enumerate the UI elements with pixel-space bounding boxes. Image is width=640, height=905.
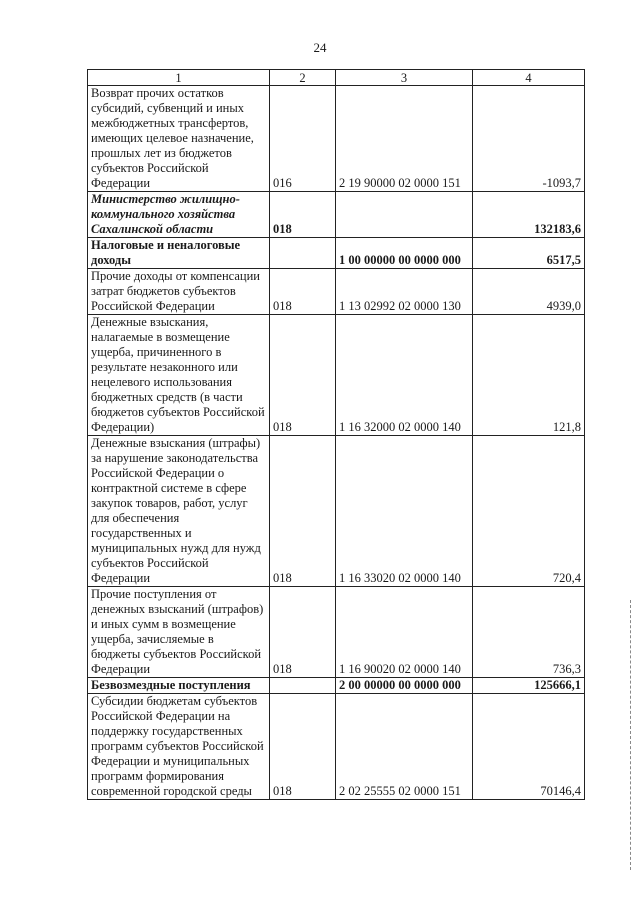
row-name: Безвозмездные поступления: [88, 678, 270, 694]
row-budget-code: 1 16 90020 02 0000 140: [336, 587, 473, 678]
table-row: [88, 192, 585, 238]
row-name: Денежные взыскания (штрафы) за нарушение законодательства Российской Федерации о контрактной системе в сфере закупок товаров, работ, услуг для обеспечения государственных и муниципальных нужд для нужд субъектов Российской Федерации: [88, 436, 270, 587]
scan-edge-mark: [630, 600, 632, 870]
row-amount: 125666,1: [473, 678, 585, 694]
row-amount: 132183,6: [473, 192, 585, 238]
table-row: [88, 269, 585, 315]
table-row: [88, 678, 585, 694]
row-amount: 121,8: [473, 315, 585, 436]
row-budget-code: 2 00 00000 00 0000 000: [336, 678, 473, 694]
table-row: [88, 587, 585, 678]
table-row: [88, 86, 585, 192]
page-number: 24: [313, 40, 327, 55]
row-admin-code: 018: [270, 269, 336, 315]
row-name: Министерство жилищно-коммунального хозяйства Сахалинской области: [88, 192, 270, 238]
budget-revenue-table: [87, 69, 585, 800]
row-admin-code: [270, 238, 336, 269]
table-row: [88, 436, 585, 587]
header-col-2: 2: [270, 70, 336, 86]
row-amount: 70146,4: [473, 694, 585, 800]
row-name: Налоговые и неналоговые доходы: [88, 238, 270, 269]
row-name: Денежные взыскания, налагаемые в возмещение ущерба, причиненного в результате незаконного или нецелевого использования бюджетных средств (в части бюджетов субъектов Российской Федерации): [88, 315, 270, 436]
header-col-3: 3: [336, 70, 473, 86]
row-admin-code: [270, 678, 336, 694]
row-name: Возврат прочих остатков субсидий, субвенций и иных межбюджетных трансфертов, имеющих целевое назначение, прошлых лет из бюджетов субъектов Российской Федерации: [88, 86, 270, 192]
row-amount: 720,4: [473, 436, 585, 587]
row-budget-code: 2 02 25555 02 0000 151: [336, 694, 473, 800]
row-name: Прочие поступления от денежных взысканий (штрафов) и иных сумм в возмещение ущерба, зачисляемые в бюджеты субъектов Российской Федерации: [88, 587, 270, 678]
row-budget-code: 1 00 00000 00 0000 000: [336, 238, 473, 269]
table-row: [88, 315, 585, 436]
row-budget-code: 2 19 90000 02 0000 151: [336, 86, 473, 192]
row-admin-code: 018: [270, 587, 336, 678]
row-budget-code: 1 13 02992 02 0000 130: [336, 269, 473, 315]
row-admin-code: 016: [270, 86, 336, 192]
row-amount: 6517,5: [473, 238, 585, 269]
header-col-1: 1: [88, 70, 270, 86]
row-budget-code: 1 16 32000 02 0000 140: [336, 315, 473, 436]
header-col-4: 4: [473, 70, 585, 86]
row-admin-code: 018: [270, 315, 336, 436]
row-amount: 4939,0: [473, 269, 585, 315]
row-admin-code: 018: [270, 436, 336, 587]
table-row: [88, 238, 585, 269]
row-name: Субсидии бюджетам субъектов Российской Федерации на поддержку государственных программ субъектов Российской Федерации и муниципальных программ формирования современной городской среды: [88, 694, 270, 800]
table-row: [88, 694, 585, 800]
header-row: [88, 70, 585, 86]
row-name: Прочие доходы от компенсации затрат бюджетов субъектов Российской Федерации: [88, 269, 270, 315]
row-budget-code: 1 16 33020 02 0000 140: [336, 436, 473, 587]
row-admin-code: 018: [270, 192, 336, 238]
row-amount: -1093,7: [473, 86, 585, 192]
row-amount: 736,3: [473, 587, 585, 678]
row-budget-code: [336, 192, 473, 238]
row-admin-code: 018: [270, 694, 336, 800]
